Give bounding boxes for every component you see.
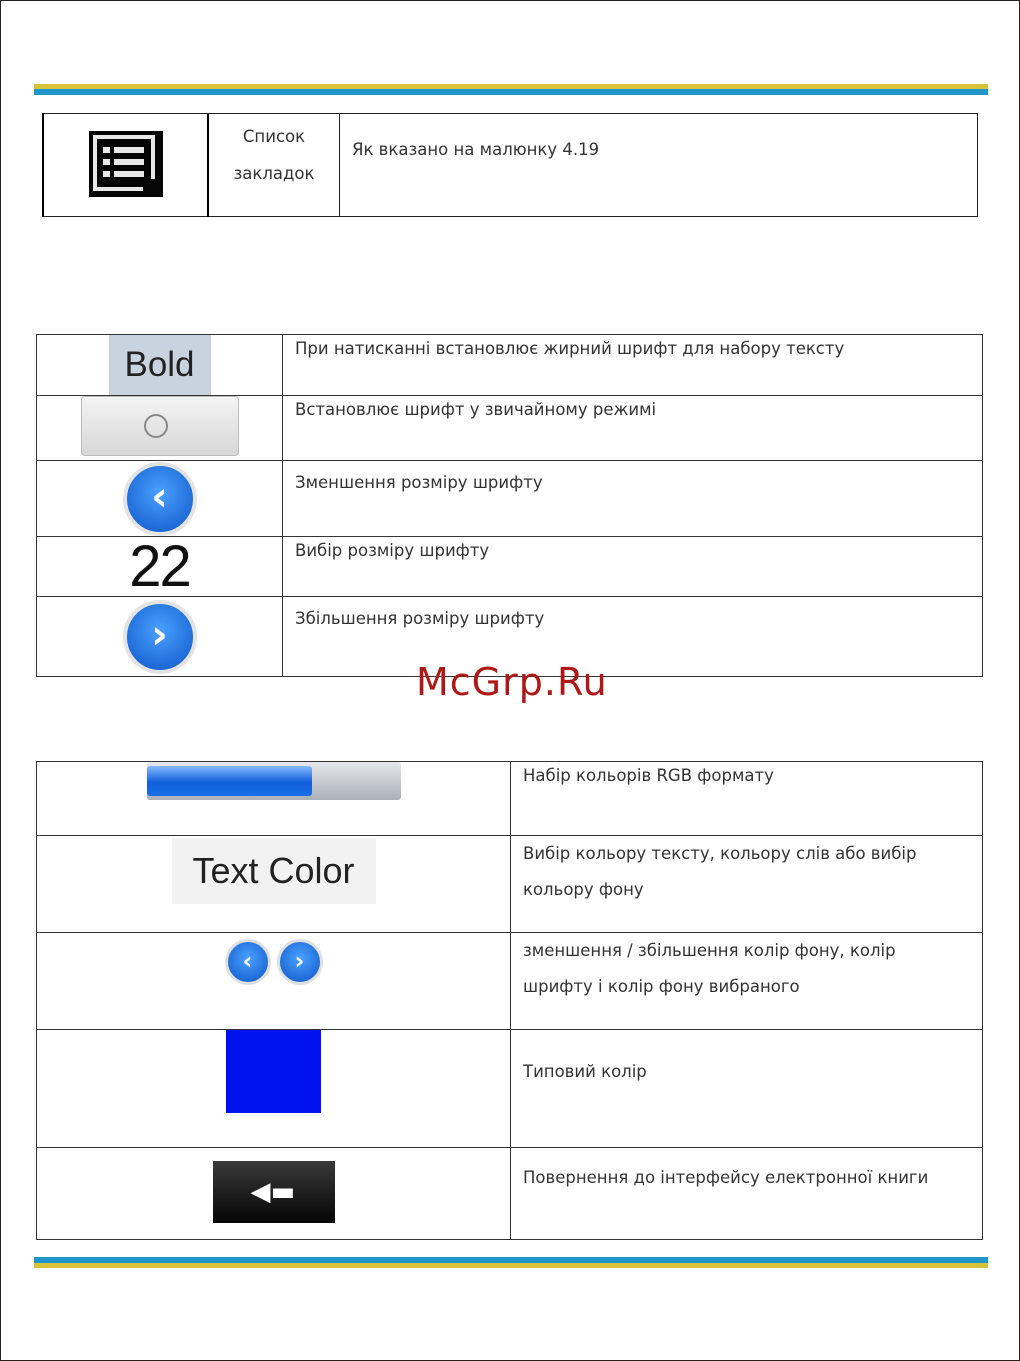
table-row <box>37 762 983 836</box>
icon-cell <box>37 933 511 1030</box>
description-cell: Встановлює шрифт у звичайному режимі <box>283 396 983 461</box>
description-cell: Збільшення розміру шрифту <box>283 597 983 677</box>
description-cell: Як вказано на малюнку 4.19 <box>340 114 978 217</box>
bookmarks-table <box>42 113 978 217</box>
next-color-button[interactable] <box>277 939 323 985</box>
table-row <box>37 1148 983 1240</box>
icon-cell <box>37 836 511 933</box>
name-cell: Список закладок <box>208 114 340 217</box>
back-button[interactable] <box>213 1161 335 1223</box>
rgb-slider[interactable] <box>147 762 401 800</box>
chevron-right-icon: › <box>294 947 305 975</box>
table-row <box>37 1030 983 1148</box>
description-cell: Повернення до інтерфейсу електронної книги <box>511 1148 983 1240</box>
chevron-left-icon: ‹ <box>242 947 253 975</box>
description-cell: Зменшення розміру шрифту <box>283 461 983 537</box>
icon-cell <box>37 762 511 836</box>
icon-cell <box>37 1030 511 1148</box>
icon-cell <box>37 533 283 599</box>
text-color-button[interactable]: Text Color <box>172 838 376 904</box>
table-row <box>37 933 983 1030</box>
chevron-right-icon: › <box>151 611 168 658</box>
table-row <box>37 537 983 597</box>
table-row <box>37 396 983 461</box>
bottom-stripe <box>34 1257 988 1268</box>
icon-cell <box>37 461 283 537</box>
description-cell: зменшення / збільшення колір фону, колір шрифту і колір фону вибраного <box>511 933 983 1030</box>
bold-button[interactable]: Bold <box>109 335 211 395</box>
icon-cell <box>37 335 283 396</box>
watermark: McGrp.Ru <box>416 660 608 704</box>
description-cell: Набір кольорів RGB формату <box>511 762 983 836</box>
table-row <box>37 461 983 537</box>
color-swatch[interactable] <box>226 1030 321 1113</box>
description-cell: При натисканні встановлює жирний шрифт для набору тексту <box>283 335 983 396</box>
increase-font-button[interactable] <box>123 600 197 674</box>
icon-cell <box>37 597 283 677</box>
chevron-left-icon: ‹ <box>151 473 168 520</box>
color-controls-table <box>36 761 983 1240</box>
table-row <box>43 114 978 217</box>
icon-cell <box>43 114 208 217</box>
back-arrow-icon: ◀▬ <box>250 1176 296 1207</box>
icon-cell <box>37 396 283 461</box>
description-cell: Типовий колір <box>511 1030 983 1148</box>
top-stripe <box>34 84 988 95</box>
table-row <box>37 335 983 396</box>
normal-font-button[interactable] <box>81 396 239 456</box>
description-cell: Вибір розміру шрифту <box>283 537 983 597</box>
bookmark-list-icon[interactable] <box>89 131 163 197</box>
circle-icon <box>144 414 168 438</box>
description-cell: Вибір кольору тексту, кольору слів або вибір кольору фону <box>511 836 983 933</box>
font-controls-table <box>36 334 983 677</box>
icon-cell <box>37 1148 511 1240</box>
font-size-value[interactable]: 22 <box>129 533 190 599</box>
prev-color-button[interactable] <box>225 939 271 985</box>
table-row <box>37 836 983 933</box>
decrease-font-button[interactable] <box>123 462 197 536</box>
slider-fill <box>147 766 312 796</box>
